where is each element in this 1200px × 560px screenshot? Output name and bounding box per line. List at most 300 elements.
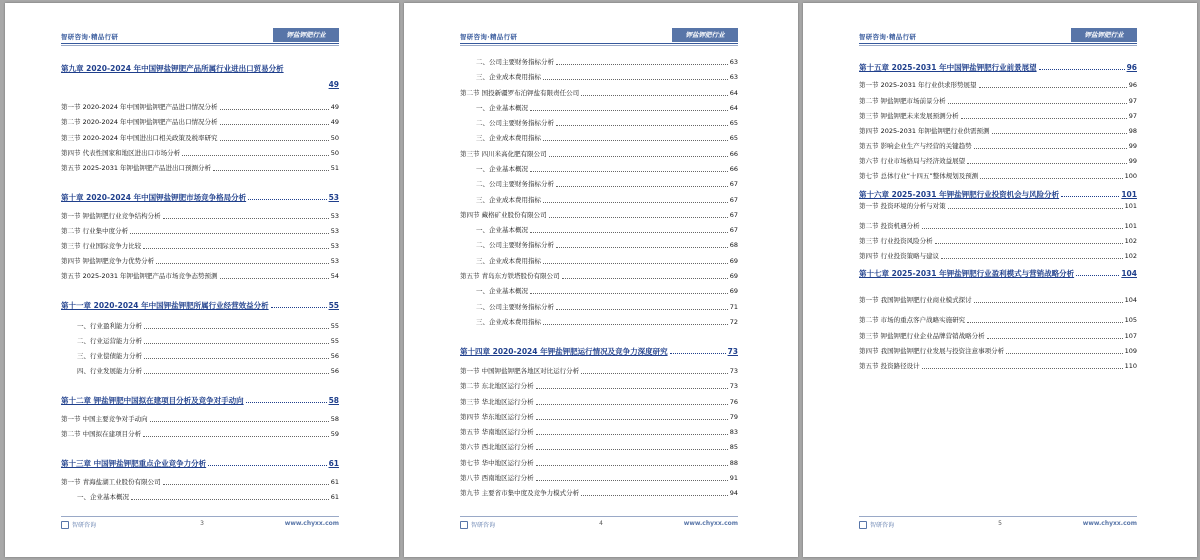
toc-section-entry[interactable] <box>859 137 1137 151</box>
toc-entry-page: 101 <box>1124 202 1137 210</box>
dot-leader <box>581 95 728 96</box>
dot-leader <box>144 373 329 374</box>
toc-subsection-entry[interactable] <box>460 191 738 205</box>
toc-entry-title: 第四节 藏格矿业股份有限公司 <box>460 211 547 219</box>
header-industry-tag: 钾盐钾肥行业 <box>273 28 339 42</box>
toc-subsection-entry[interactable] <box>61 488 339 502</box>
toc-section-entry[interactable] <box>460 423 738 437</box>
toc-entry-title: 三、企业成本费用指标 <box>476 318 541 326</box>
toc-section-entry[interactable] <box>61 252 339 266</box>
toc-entry-page: 50 <box>330 149 339 157</box>
toc-entry-page: 61 <box>330 478 339 486</box>
toc-subsection-entry[interactable] <box>460 175 738 189</box>
dot-leader <box>979 87 1127 88</box>
dot-leader <box>556 64 728 65</box>
toc-chapter-entry[interactable] <box>859 262 1137 278</box>
toc-entry-page: 104 <box>1124 296 1137 304</box>
dot-leader <box>536 419 728 420</box>
dot-leader <box>248 199 326 200</box>
dot-leader <box>536 404 728 405</box>
toc-entry-page: 79 <box>729 413 738 421</box>
dot-leader <box>581 495 728 496</box>
toc-subsection-entry[interactable] <box>460 221 738 235</box>
toc-section-entry[interactable] <box>460 145 738 159</box>
footer-logo-text: 智研咨询 <box>471 522 496 529</box>
toc-entry-page: 102 <box>1124 252 1137 260</box>
toc-entry-title: 第二节 中国拟在建项目分析 <box>61 430 142 438</box>
toc-entry-title: 二、公司主要财务指标分析 <box>476 58 554 66</box>
toc-entry-title: 第五节 2025-2031 年钾盐钾肥产品进出口预测分析 <box>61 164 212 172</box>
toc-section-entry[interactable] <box>61 222 339 236</box>
dot-leader <box>1076 275 1119 276</box>
toc-entry-title: 第九节 主要省市集中度及竞争力模式分析 <box>460 489 580 497</box>
toc-entry-page: 65 <box>729 134 738 142</box>
toc-entry-page: 53 <box>330 212 339 220</box>
dot-leader <box>536 449 728 450</box>
toc-entry-page: 99 <box>1128 142 1137 150</box>
toc-section-entry[interactable] <box>859 92 1137 106</box>
toc-entry-page: 65 <box>729 119 738 127</box>
toc-section-entry[interactable] <box>859 357 1137 371</box>
dot-leader <box>530 110 728 111</box>
toc-section-entry[interactable] <box>460 393 738 407</box>
toc-entry-page: 101 <box>1124 222 1137 230</box>
dot-leader <box>144 358 329 359</box>
toc-entry-title: 第六节 西北地区运行分析 <box>460 443 534 451</box>
toc-entry-title: 一、企业基本概况 <box>476 104 528 112</box>
toc-entry-page: 59 <box>330 430 339 438</box>
toc-entry-title: 第二节 国投新疆罗布泊钾盐有限责任公司 <box>460 89 580 97</box>
dot-leader <box>556 247 728 248</box>
toc-entry-page: 53 <box>330 257 339 265</box>
toc-entry-page: 109 <box>1124 347 1137 355</box>
dot-leader <box>220 140 329 141</box>
toc-section-entry[interactable] <box>61 159 339 173</box>
toc-entry-title: 第三节 2020-2024 年中国进出口相关政策及税率研究 <box>61 134 218 142</box>
toc-section-entry[interactable] <box>460 454 738 468</box>
toc-entry-title: 第一节 钾盐钾肥行业竞争结构分析 <box>61 212 161 220</box>
toc-entry-title: 第四节 2025-2031 年钾盐钾肥行业供需预测 <box>859 127 990 135</box>
toc-entry-title: 第十三章 中国钾盐钾肥重点企业竞争力分析 <box>61 459 207 468</box>
toc-entry-title: 第一节 中国钾盐钾肥各地区对比运行分析 <box>460 367 580 375</box>
toc-entry-page: 56 <box>330 367 339 375</box>
toc-entry-title: 三、行业偿债能力分析 <box>77 352 142 360</box>
dot-leader <box>213 170 329 171</box>
toc-section-entry[interactable] <box>61 144 339 158</box>
dot-leader <box>974 148 1127 149</box>
toc-entry-page: 55 <box>330 322 339 330</box>
toc-entry-page: 85 <box>729 443 738 451</box>
dot-leader <box>530 232 728 233</box>
toc-page-5 <box>803 3 1197 557</box>
toc-section-entry[interactable] <box>460 206 738 220</box>
dot-leader <box>220 109 329 110</box>
header-brand: 智研咨询·精品行研 <box>61 33 119 41</box>
dot-leader <box>922 368 1123 369</box>
dot-leader <box>1006 353 1123 354</box>
toc-entry-title: 第十五章 2025-2031 年中国钾盐钾肥行业前景展望 <box>859 63 1037 72</box>
toc-entry-title: 二、行业运营能力分析 <box>77 337 142 345</box>
dot-leader <box>556 309 728 310</box>
toc-entry-page: 73 <box>727 347 738 356</box>
toc-section-entry[interactable] <box>859 291 1137 305</box>
dot-leader <box>143 436 329 437</box>
dot-leader <box>536 465 728 466</box>
toc-subsection-entry[interactable] <box>460 68 738 82</box>
toc-entry-title: 一、企业基本概况 <box>476 287 528 295</box>
toc-entry-title: 第四节 钾盐钾肥竞争力优势分析 <box>61 257 155 265</box>
dot-leader <box>220 278 329 279</box>
toc-entry-title: 第十四章 2020-2024 年钾盐钾肥运行情况及竞争力深度研究 <box>460 347 668 356</box>
toc-entry-title: 第一节 中国主要竞争对手动向 <box>61 415 148 423</box>
toc-entry-title: 第一节 2025-2031 年行业供求形势展望 <box>859 81 977 89</box>
toc-entry-page: 50 <box>330 134 339 142</box>
dot-leader <box>271 307 327 308</box>
toc-entry-title: 三、企业成本费用指标 <box>476 196 541 204</box>
toc-entry-page: 53 <box>328 193 339 202</box>
toc-subsection-entry[interactable] <box>61 362 339 376</box>
toc-entry-page: 66 <box>729 165 738 173</box>
footer-logo-text: 智研咨询 <box>72 522 97 529</box>
toc-entry-title: 第二节 东北地区运行分析 <box>460 382 534 390</box>
toc-chapter-entry[interactable] <box>859 56 1137 72</box>
toc-entry-page: 102 <box>1124 237 1137 245</box>
dot-leader <box>974 302 1123 303</box>
toc-section-entry[interactable] <box>859 311 1137 325</box>
header-brand: 智研咨询·精品行研 <box>460 33 518 41</box>
toc-subsection-entry[interactable] <box>460 252 738 266</box>
toc-entry-page: 53 <box>330 242 339 250</box>
toc-section-entry[interactable] <box>61 129 339 143</box>
dot-leader <box>536 434 728 435</box>
toc-entry-title: 第七节 总体行业“十四五”整体规划及预测 <box>859 172 979 180</box>
toc-subsection-entry[interactable] <box>460 99 738 113</box>
toc-entry-page: 72 <box>729 318 738 326</box>
toc-section-entry[interactable] <box>859 76 1137 90</box>
dot-leader <box>948 103 1127 104</box>
dot-leader <box>941 258 1123 259</box>
dot-leader <box>530 171 728 172</box>
dot-leader <box>536 480 728 481</box>
toc-entry-title: 第三节 钾盐钾肥行业企业品牌营销战略分析 <box>859 332 985 340</box>
dot-leader <box>922 228 1123 229</box>
toc-entry-title: 二、公司主要财务指标分析 <box>476 303 554 311</box>
toc-entry-page: 71 <box>729 303 738 311</box>
toc-page-3 <box>5 3 399 557</box>
toc-chapter-entry[interactable] <box>61 186 339 202</box>
toc-entry-title: 四、行业发展能力分析 <box>77 367 142 375</box>
dot-leader <box>556 186 728 187</box>
dot-leader <box>556 125 728 126</box>
dot-leader <box>530 293 728 294</box>
toc-section-entry[interactable] <box>859 217 1137 231</box>
toc-subsection-entry[interactable] <box>460 129 738 143</box>
toc-section-entry[interactable] <box>460 377 738 391</box>
dot-leader <box>967 322 1123 323</box>
toc-entry-page: 97 <box>1128 112 1137 120</box>
toc-entry-page: 94 <box>729 489 738 497</box>
toc-entry-page: 53 <box>330 227 339 235</box>
dot-leader <box>562 278 728 279</box>
toc-entry-title: 第三节 华北地区运行分析 <box>460 398 534 406</box>
dot-leader <box>150 421 329 422</box>
dot-leader <box>156 263 329 264</box>
toc-subsection-entry[interactable] <box>460 160 738 174</box>
header-industry-tag: 钾盐钾肥行业 <box>672 28 738 42</box>
toc-entry-page: 61 <box>330 493 339 501</box>
toc-subsection-entry[interactable] <box>61 332 339 346</box>
toc-section-entry[interactable] <box>460 469 738 483</box>
toc-entry-title: 第九章 2020-2024 年中国钾盐钾肥产品所属行业进出口贸易分析 <box>61 64 284 73</box>
dot-leader <box>961 118 1127 119</box>
toc-entry-page: 83 <box>729 428 738 436</box>
toc-entry-page: 69 <box>729 272 738 280</box>
toc-entry-title: 一、企业基本概况 <box>476 226 528 234</box>
toc-entry-title: 第四节 代表性国家和地区进出口市场分析 <box>61 149 181 157</box>
toc-entry-title: 二、公司主要财务指标分析 <box>476 241 554 249</box>
toc-section-entry[interactable] <box>859 152 1137 166</box>
toc-list <box>460 3 738 557</box>
toc-entry-page: 69 <box>729 257 738 265</box>
toc-entry-title: 一、行业盈利能力分析 <box>77 322 142 330</box>
header-brand: 智研咨询·精品行研 <box>859 33 917 41</box>
toc-section-entry[interactable] <box>859 232 1137 246</box>
dot-leader <box>536 388 728 389</box>
toc-entry-page: 69 <box>729 287 738 295</box>
toc-entry-page: 49 <box>330 103 339 111</box>
dot-leader <box>543 140 728 141</box>
toc-entry-page: 67 <box>729 180 738 188</box>
toc-section-entry[interactable] <box>61 425 339 439</box>
toc-entry-title: 第十一章 2020-2024 年中国钾盐钾肥所属行业经营效益分析 <box>61 301 269 310</box>
toc-section-entry[interactable] <box>859 197 1137 211</box>
toc-entry-page: 97 <box>1128 97 1137 105</box>
toc-entry-title: 第四节 我国钾盐钾肥行业发展与投资注意事项分析 <box>859 347 1005 355</box>
toc-subsection-entry[interactable] <box>460 53 738 67</box>
dot-leader <box>131 499 329 500</box>
toc-entry-page: 104 <box>1121 269 1137 278</box>
toc-entry-page: 49 <box>328 80 339 89</box>
toc-section-entry[interactable] <box>61 98 339 112</box>
toc-entry-page: 99 <box>1128 157 1137 165</box>
toc-entry-page: 51 <box>330 164 339 172</box>
footer-url[interactable]: www.chyxx.com <box>1082 520 1137 527</box>
toc-entry-page: 67 <box>729 196 738 204</box>
toc-entry-title: 第八节 西南地区运行分析 <box>460 474 534 482</box>
dot-leader <box>935 243 1123 244</box>
dot-leader <box>967 163 1127 164</box>
toc-entry-page: 98 <box>1128 127 1137 135</box>
toc-entry-title: 第五节 华南地区运行分析 <box>460 428 534 436</box>
toc-entry-title: 第一节 2020-2024 年中国钾盐钾肥产品进口情况分析 <box>61 103 218 111</box>
toc-section-entry[interactable] <box>460 267 738 281</box>
dot-leader <box>220 124 329 125</box>
toc-section-entry[interactable] <box>61 207 339 221</box>
toc-entry-page: 76 <box>729 398 738 406</box>
footer-url[interactable]: www.chyxx.com <box>683 520 738 527</box>
dot-leader <box>208 465 326 466</box>
toc-entry-page: 58 <box>330 415 339 423</box>
toc-section-entry[interactable] <box>61 267 339 281</box>
toc-entry-page: 63 <box>729 73 738 81</box>
toc-entry-title: 第三节 行业国际竞争力比较 <box>61 242 142 250</box>
dot-leader <box>987 338 1123 339</box>
dot-leader <box>980 178 1122 179</box>
toc-section-entry[interactable] <box>859 107 1137 121</box>
toc-entry-title: 第五节 投资路径设计 <box>859 362 920 370</box>
toc-section-entry[interactable] <box>460 362 738 376</box>
toc-entry-title: 第三节 行业投资风险分析 <box>859 237 933 245</box>
page-number: 4 <box>599 520 603 527</box>
toc-section-entry[interactable] <box>460 484 738 498</box>
toc-entry-page: 101 <box>1121 190 1137 199</box>
toc-subsection-entry[interactable] <box>61 347 339 361</box>
footer-divider <box>61 516 339 517</box>
toc-chapter-entry[interactable] <box>61 75 339 89</box>
toc-entry-page: 56 <box>330 352 339 360</box>
toc-entry-page: 67 <box>729 226 738 234</box>
toc-entry-page: 91 <box>729 474 738 482</box>
page-number: 3 <box>200 520 204 527</box>
toc-entry-page: 55 <box>328 301 339 310</box>
toc-entry-page: 110 <box>1124 362 1137 370</box>
toc-entry-page: 58 <box>328 396 339 405</box>
toc-entry-page: 64 <box>729 89 738 97</box>
toc-entry-page: 66 <box>729 150 738 158</box>
toc-entry-title: 二、公司主要财务指标分析 <box>476 180 554 188</box>
dot-leader <box>130 233 329 234</box>
toc-entry-title: 三、企业成本费用指标 <box>476 134 541 142</box>
toc-entry-title: 第一节 青海盐湖工业股份有限公司 <box>61 478 161 486</box>
toc-entry-title: 第六节 行业市场格局与经济效益展望 <box>859 157 966 165</box>
toc-section-entry[interactable] <box>460 438 738 452</box>
toc-entry-title: 第十二章 钾盐钾肥中国拟在建项目分析及竞争对手动向 <box>61 396 244 405</box>
toc-entry-title: 第十七章 2025-2031 年钾盐钾肥行业盈利模式与营销战略分析 <box>859 269 1075 278</box>
toc-entry-page: 96 <box>1128 81 1137 89</box>
toc-section-entry[interactable] <box>61 237 339 251</box>
toc-entry-page: 107 <box>1124 332 1137 340</box>
toc-list <box>61 3 339 557</box>
toc-entry-title: 第二节 投资机遇分析 <box>859 222 920 230</box>
toc-entry-page: 67 <box>729 211 738 219</box>
toc-entry-page: 64 <box>729 104 738 112</box>
toc-page-4 <box>404 3 798 557</box>
toc-entry-page: 100 <box>1124 172 1137 180</box>
toc-entry-page: 73 <box>729 382 738 390</box>
toc-chapter-entry[interactable] <box>61 59 339 73</box>
toc-entry-title: 一、企业基本概况 <box>476 165 528 173</box>
page-number: 5 <box>998 520 1002 527</box>
dot-leader <box>182 155 329 156</box>
toc-section-entry[interactable] <box>460 408 738 422</box>
toc-section-entry[interactable] <box>859 167 1137 181</box>
toc-entry-title: 第二节 市场的重点客户战略实施研究 <box>859 316 966 324</box>
toc-section-entry[interactable] <box>859 327 1137 341</box>
toc-entry-title: 第四节 华东地区运行分析 <box>460 413 534 421</box>
dot-leader <box>992 133 1127 134</box>
dot-leader <box>543 79 728 80</box>
toc-entry-page: 63 <box>729 58 738 66</box>
toc-entry-page: 55 <box>330 337 339 345</box>
toc-entry-title: 二、公司主要财务指标分析 <box>476 119 554 127</box>
toc-entry-title: 第五节 2025-2031 年钾盐钾肥产品市场竞争态势预测 <box>61 272 218 280</box>
toc-chapter-entry[interactable] <box>460 340 738 356</box>
toc-section-entry[interactable] <box>61 473 339 487</box>
toc-entry-title: 第一节 投资环境的分析与对策 <box>859 202 946 210</box>
dot-leader <box>1039 69 1125 70</box>
dot-leader <box>246 402 327 403</box>
toc-entry-title: 第四节 行业投资策略与建议 <box>859 252 940 260</box>
dot-leader <box>144 343 329 344</box>
toc-subsection-entry[interactable] <box>460 313 738 327</box>
toc-entry-page: 105 <box>1124 316 1137 324</box>
toc-subsection-entry[interactable] <box>460 298 738 312</box>
toc-subsection-entry[interactable] <box>61 317 339 331</box>
dot-leader <box>163 484 329 485</box>
toc-section-entry[interactable] <box>859 122 1137 136</box>
toc-subsection-entry[interactable] <box>460 236 738 250</box>
toc-list <box>859 3 1137 557</box>
toc-entry-title: 三、企业成本费用指标 <box>476 257 541 265</box>
toc-entry-title: 第三节 四川米高化肥有限公司 <box>460 150 547 158</box>
toc-chapter-entry[interactable] <box>61 294 339 310</box>
toc-entry-page: 73 <box>729 367 738 375</box>
dot-leader <box>543 202 728 203</box>
footer-divider <box>460 516 738 517</box>
toc-entry-page: 61 <box>328 459 339 468</box>
toc-entry-title: 三、企业成本费用指标 <box>476 73 541 81</box>
dot-leader <box>143 248 329 249</box>
toc-entry-title: 第二节 钾盐钾肥市场前景分析 <box>859 97 946 105</box>
toc-entry-title: 第十章 2020-2024 年中国钾盐钾肥市场竞争格局分析 <box>61 193 247 202</box>
dot-leader <box>549 156 728 157</box>
dot-leader <box>948 208 1123 209</box>
toc-section-entry[interactable] <box>61 410 339 424</box>
toc-entry-title: 第五节 青岛东方铁塔股份有限公司 <box>460 272 560 280</box>
dot-leader <box>543 263 728 264</box>
toc-section-entry[interactable] <box>61 113 339 127</box>
toc-entry-page: 68 <box>729 241 738 249</box>
toc-entry-page: 49 <box>330 118 339 126</box>
footer-url[interactable]: www.chyxx.com <box>284 520 339 527</box>
dot-leader <box>144 328 329 329</box>
toc-entry-page: 88 <box>729 459 738 467</box>
toc-chapter-entry[interactable] <box>61 389 339 405</box>
toc-entry-title: 第一节 我国钾盐钾肥行业商业模式探讨 <box>859 296 972 304</box>
toc-entry-title: 第十六章 2025-2031 年钾盐钾肥行业投资机会与风险分析 <box>859 190 1060 199</box>
dot-leader <box>549 217 728 218</box>
toc-entry-page: 96 <box>1126 63 1137 72</box>
toc-section-entry[interactable] <box>859 342 1137 356</box>
toc-subsection-entry[interactable] <box>460 282 738 296</box>
header-industry-tag: 钾盐钾肥行业 <box>1071 28 1137 42</box>
toc-section-entry[interactable] <box>859 247 1137 261</box>
toc-section-entry[interactable] <box>460 84 738 98</box>
toc-subsection-entry[interactable] <box>460 114 738 128</box>
toc-entry-title: 第七节 华中地区运行分析 <box>460 459 534 467</box>
toc-entry-title: 第三节 钾盐钾肥未来发展预测分析 <box>859 112 959 120</box>
toc-chapter-entry[interactable] <box>61 452 339 468</box>
footer-logo-text: 智研咨询 <box>870 522 895 529</box>
dot-leader <box>163 218 329 219</box>
toc-entry-title: 第二节 2020-2024 年中国钾盐钾肥产品出口情况分析 <box>61 118 218 126</box>
toc-entry-title: 第二节 行业集中度分析 <box>61 227 129 235</box>
toc-entry-page: 54 <box>330 272 339 280</box>
dot-leader <box>581 373 728 374</box>
toc-entry-title: 第五节 影响企业生产与经营的关键趋势 <box>859 142 972 150</box>
dot-leader <box>670 353 726 354</box>
toc-entry-title: 一、企业基本概况 <box>77 493 129 501</box>
